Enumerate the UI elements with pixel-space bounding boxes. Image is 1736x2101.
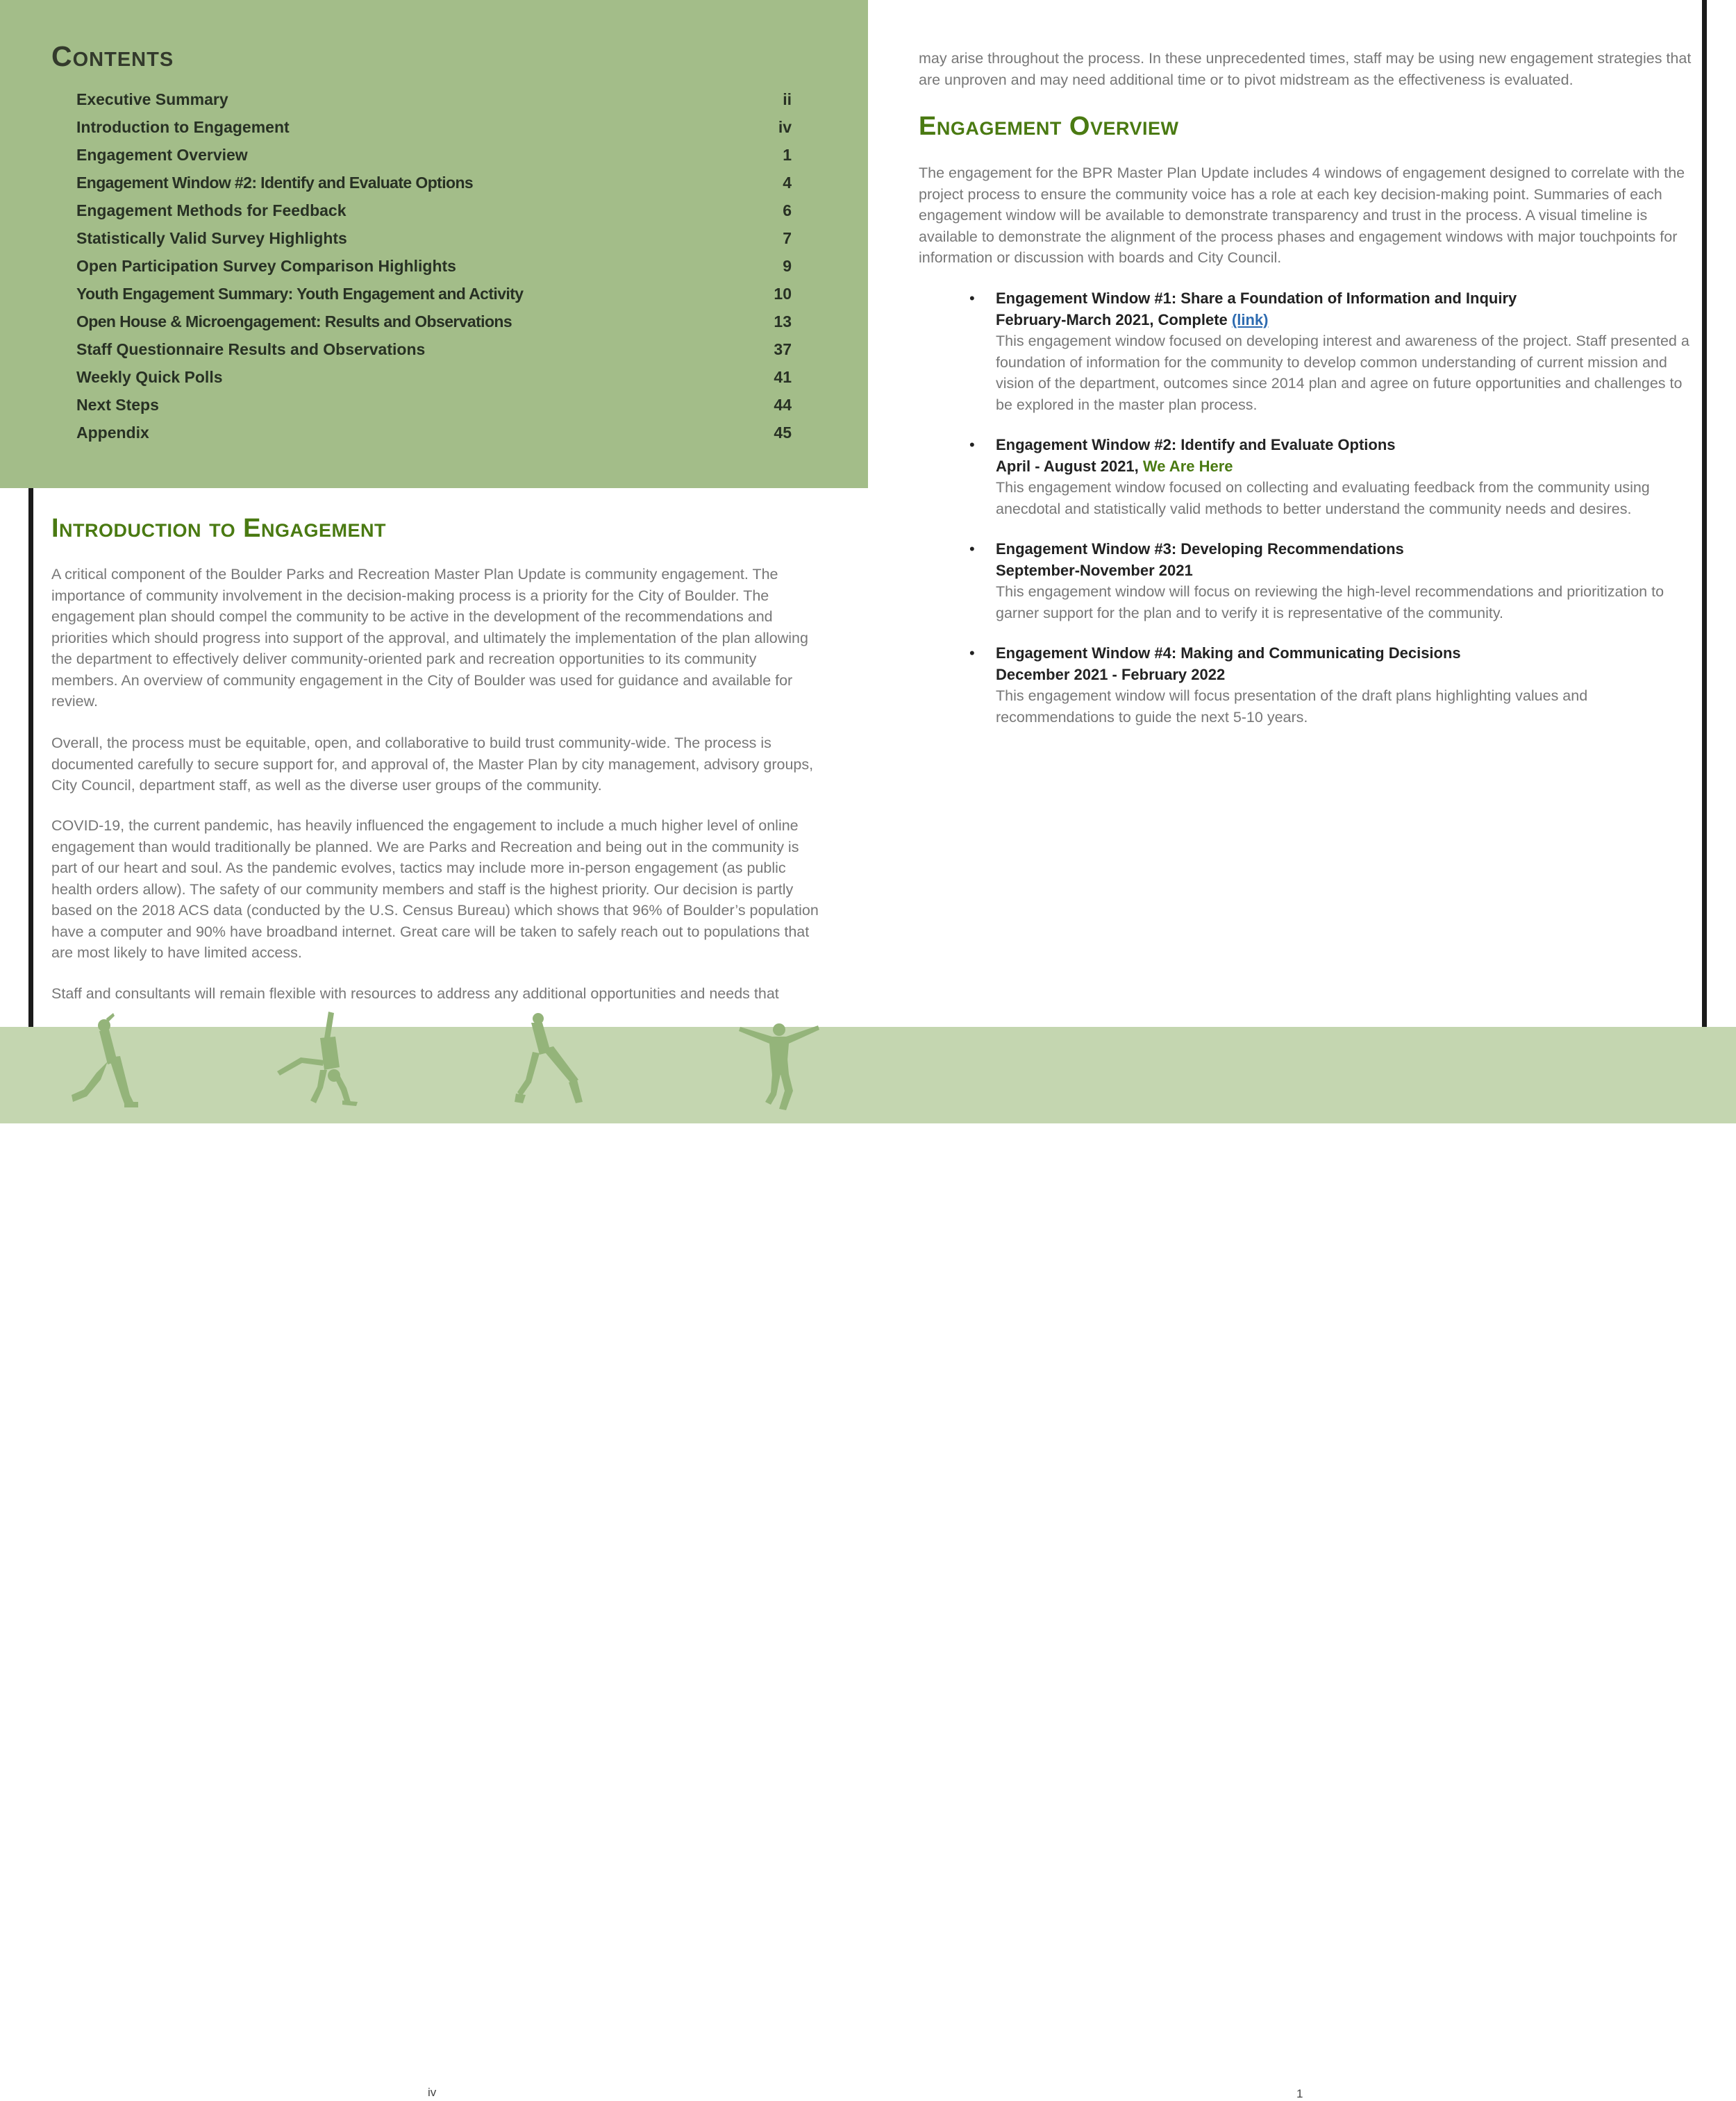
window-link[interactable]: (link): [1231, 310, 1269, 328]
toc-entry-page: 4: [783, 174, 792, 192]
toc-entry-label: Appendix: [76, 424, 149, 442]
toc-entry[interactable]: [76, 312, 792, 340]
engagement-window-3: [969, 539, 1690, 623]
window-description: This engagement window focused on developing interest and awareness of the project. Staff presented a foundation of information for the community to develop common understanding of current mission and vision of the department, outcomes since 2014 plan and agree on future opportunities and challenges to be explored in the master plan process.: [996, 333, 1689, 413]
toc-entry-page: 1: [783, 146, 792, 164]
toc-entry-page: 44: [774, 396, 792, 414]
cartwheel-figure-icon: [510, 1013, 587, 1117]
toc-entry-label: Engagement Methods for Feedback: [76, 201, 347, 219]
toc-entry-page: 7: [783, 229, 792, 247]
toc-entry-page: 41: [774, 368, 792, 386]
toc-entry-label: Open House & Microengagement: Results and Observations: [76, 312, 512, 330]
toc-entry[interactable]: [76, 229, 792, 257]
bullet: •: [969, 436, 975, 453]
toc-entry[interactable]: [76, 174, 792, 201]
contents-title: Contents: [51, 40, 174, 72]
toc-entry-page: iv: [778, 118, 792, 136]
toc-entry-label: Weekly Quick Polls: [76, 368, 223, 386]
left-page-number: iv: [428, 2086, 437, 2099]
window-date-text: April - August 2021,: [996, 457, 1139, 475]
toc-entry-label: Staff Questionnaire Results and Observations: [76, 340, 426, 358]
overview-heading: Engagement Overview: [919, 112, 1179, 141]
window-date: September-November 2021: [996, 561, 1193, 579]
toc-entry-label: Youth Engagement Summary: Youth Engagement and Activity: [76, 285, 524, 303]
toc-entry[interactable]: [76, 368, 792, 396]
introduction-paragraph: Staff and consultants will remain flexible with resources to address any additional opportunities and needs that: [51, 985, 779, 1002]
jumping-figure-icon: [737, 1019, 821, 1116]
introduction-continuation: may arise throughout the process. In these unprecedented times, staff may be using new engagement strategies that are unproven and may need additional time or to pivot midstream as the effectiveness is evaluated.: [919, 50, 1692, 88]
bullet: •: [969, 540, 975, 558]
toc-entry-label: Engagement Overview: [76, 146, 248, 164]
toc-entry-label: Engagement Window #2: Identify and Evaluate Options: [76, 174, 474, 192]
toc-entry-page: 45: [774, 424, 792, 442]
engagement-window-2: [969, 435, 1690, 519]
window-title: Engagement Window #3: Developing Recommendations: [996, 540, 1404, 558]
toc-entry[interactable]: [76, 285, 792, 312]
toc-entry[interactable]: [76, 396, 792, 424]
engagement-window-1: [969, 288, 1690, 415]
table-of-contents: [76, 90, 792, 451]
toc-entry-label: Open Participation Survey Comparison Highlights: [76, 257, 456, 275]
window-description: This engagement window will focus on reviewing the high-level recommendations and prioritization to garner support for the plan and to verify it is representative of the community.: [996, 583, 1664, 621]
toc-entry-page: 13: [774, 312, 792, 330]
introduction-paragraph: A critical component of the Boulder Parks and Recreation Master Plan Update is community engagement. The importance of community involvement in the decision-making process is a priority for the City of Boulder. The engagement plan should compel the community to be active in the development of the recommendations and priorities which should progress into support of the approval, and ultimately the implementation of the plan allowing the department to effectively deliver community-oriented park and recreation opportunities to its community members. An overview of community engagement in the City of Boulder was used for guidance and available for review.: [51, 566, 808, 710]
introduction-paragraph: Overall, the process must be equitable, open, and collaborative to build trust community-wide. The process is documented carefully to secure support for, and approval of, the Master Plan by city management, advisory groups, City Council, department staff, as well as the diverse user groups of the community.: [51, 735, 814, 794]
toc-entry[interactable]: [76, 118, 792, 146]
toc-entry[interactable]: [76, 146, 792, 174]
window-date: [996, 456, 1690, 478]
overview-paragraph: The engagement for the BPR Master Plan Update includes 4 windows of engagement designed to correlate with the project process to ensure the community voice has a role at each key decision-making point. Summaries of each engagement window will be available to demonstrate transparency and trust in the process. A visual timeline is available to demonstrate the alignment of the process phases and engagement windows with major touchpoints for information or discussion with boards and City Council.: [919, 165, 1685, 266]
bullet: •: [969, 644, 975, 662]
toc-entry-label: Executive Summary: [76, 90, 228, 108]
toc-entry-page: 6: [783, 201, 792, 219]
window-title: Engagement Window #4: Making and Communicating Decisions: [996, 644, 1461, 662]
introduction-paragraph: COVID-19, the current pandemic, has heavily influenced the engagement to include a much higher level of online engagement than would traditionally be planned. We are Parks and Recreation and being out in the community is part of our heart and soul. As the pandemic evolves, tactics may include more in-person engagement (as public health orders allow). The safety of our community members and staff is the highest priority. Our decision is partly based on the 2018 ACS data (conducted by the U.S. Census Bureau) which shows that 96% of Boulder’s population have a computer and 90% have broadband internet. Great care will be taken to safely reach out to populations that are most likely to have limited access.: [51, 817, 819, 961]
cartwheel-figure-icon: [66, 1013, 149, 1117]
introduction-heading: Introduction to Engagement: [51, 514, 387, 543]
toc-entry[interactable]: [76, 257, 792, 285]
footer-band: [0, 1027, 1736, 2100]
toc-entry-page: 10: [774, 285, 792, 303]
toc-entry[interactable]: [76, 340, 792, 368]
toc-entry-page: 37: [774, 340, 792, 358]
window-date: [996, 310, 1690, 331]
cartwheel-figure-icon: [274, 1012, 365, 1116]
toc-entry-label: Next Steps: [76, 396, 159, 414]
toc-entry-page: ii: [783, 90, 792, 108]
window-date-text: February-March 2021, Complete: [996, 310, 1228, 328]
toc-entry-label: Introduction to Engagement: [76, 118, 290, 136]
right-page-number: 1: [1296, 2087, 1303, 2100]
engagement-window-4: [969, 643, 1690, 728]
toc-entry-label: Statistically Valid Survey Highlights: [76, 229, 347, 247]
right-page-border: [1702, 0, 1707, 1123]
toc-entry[interactable]: [76, 424, 792, 451]
window-status: We Are Here: [1142, 457, 1233, 475]
toc-entry-page: 9: [783, 257, 792, 275]
window-title: Engagement Window #2: Identify and Evaluate Options: [996, 436, 1396, 453]
contents-panel: [0, 0, 868, 488]
window-title: Engagement Window #1: Share a Foundation of Information and Inquiry: [996, 290, 1517, 307]
bullet: •: [969, 290, 975, 307]
window-description: This engagement window will focus presentation of the draft plans highlighting values and recommendations to guide the next 5-10 years.: [996, 687, 1588, 726]
window-description: This engagement window focused on collecting and evaluating feedback from the community using anecdotal and statistically valid methods to better understand the community needs and desires.: [996, 479, 1650, 517]
toc-entry[interactable]: [76, 201, 792, 229]
toc-entry[interactable]: [76, 90, 792, 118]
window-date: December 2021 - February 2022: [996, 665, 1226, 683]
